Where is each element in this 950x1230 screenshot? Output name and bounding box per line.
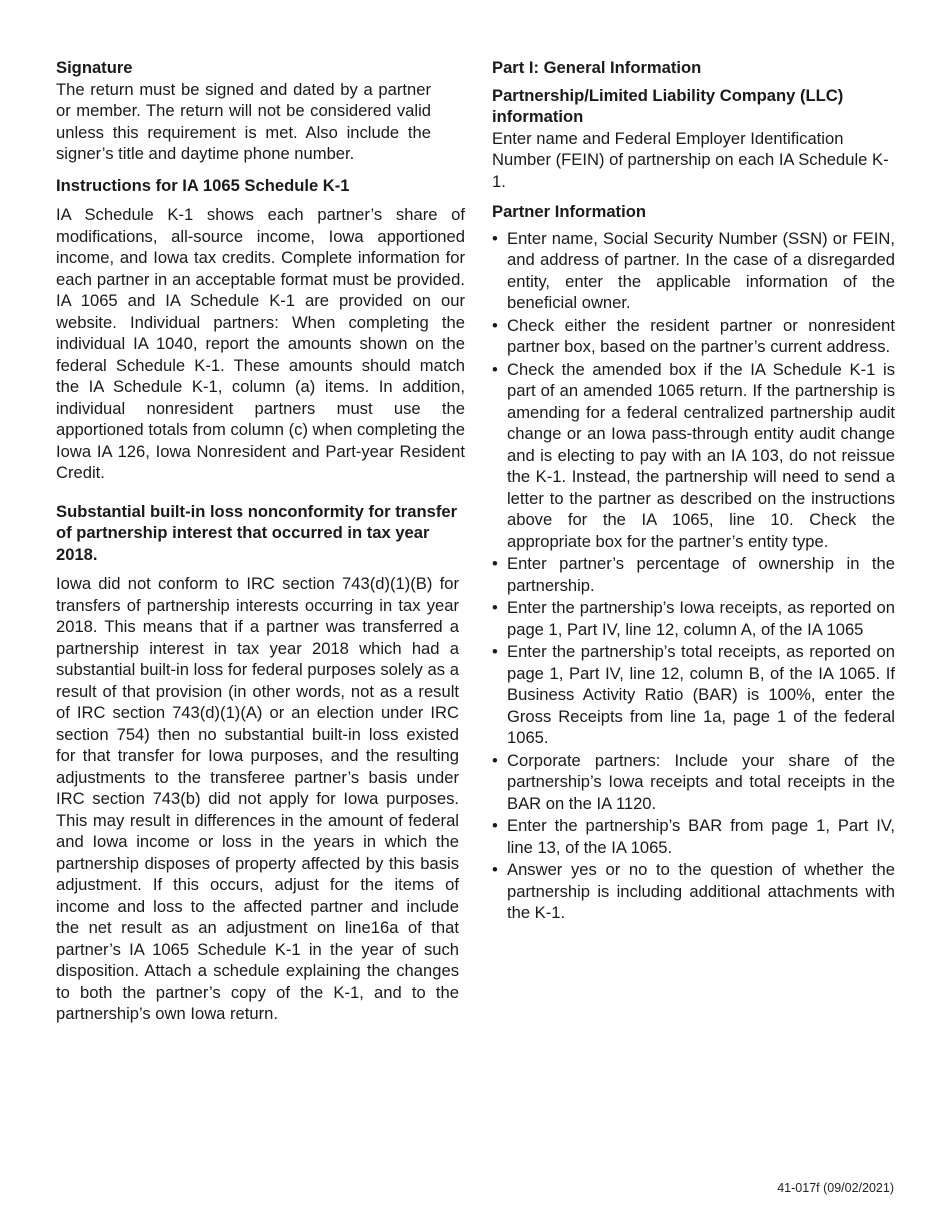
list-item	[492, 815, 895, 858]
list-item	[492, 553, 895, 596]
bullet-icon: •	[492, 860, 498, 879]
instructions-heading: Instructions for IA 1065 Schedule K-1	[56, 175, 350, 195]
partner-heading: Partner Information	[492, 202, 646, 221]
list-item	[492, 750, 895, 815]
bullet-icon: •	[492, 315, 498, 335]
list-item-text: Enter the partnership’s BAR from page 1, Part IV, line 13, of the IA 1065.	[507, 816, 895, 857]
list-item-text: Check either the resident partner or nonresident partner box, based on the partner’s current address.	[507, 315, 895, 356]
list-item	[492, 859, 895, 924]
list-item	[492, 359, 895, 553]
list-item	[492, 315, 895, 358]
bullet-icon: •	[492, 228, 498, 248]
bullet-icon: •	[492, 750, 498, 770]
bullet-icon: •	[492, 642, 498, 661]
partner-bullet-list	[492, 228, 895, 924]
list-item-text: Enter the partnership’s Iowa receipts, as reported on page 1, Part IV, line 12, column A, of the IA 1065	[507, 598, 895, 639]
instructions-text: IA Schedule K-1 shows each partner’s share of modifications, all-source income, Iowa apportioned income, and Iowa tax credits. Complete information for each partner in an acceptable format must be provided. IA 1065 and IA Schedule K-1 are provided on our website. Individual partners: When completing the individual IA 1040, report the amounts shown on the federal Schedule K-1. These amounts should match the IA Schedule K-1, column (a) items. In addition, individual nonresident partners must use the apportioned totals from column (c) when completing the Iowa IA 126, Iowa Nonresident and Part-year Resident Credit.	[56, 205, 465, 482]
list-item-text: Enter name, Social Security Number (SSN) or FEIN, and address of partner. In the case of a disregarded entity, enter the applicable information of the beneficial owner.	[507, 228, 895, 312]
list-item	[492, 228, 895, 314]
form-code-footer: 41-017f (09/02/2021)	[777, 1181, 894, 1195]
bullet-icon: •	[492, 359, 498, 379]
signature-heading: Signature	[56, 58, 133, 77]
right-column	[492, 57, 895, 925]
bullet-icon: •	[492, 598, 498, 617]
list-item	[492, 597, 895, 640]
list-item-text: Enter the partnership’s total receipts, as reported on page 1, Part IV, line 12, column B, of the IA 1065. If Business Activity Ratio (BAR) is 100%, enter the Gross Receipts from line 1a, page 1 of the federal 1065.	[507, 642, 895, 747]
list-item-text: Corporate partners: Include your share of the partnership’s Iowa receipts and total receipts in the BAR on the IA 1120.	[507, 750, 895, 813]
bullet-icon: •	[492, 554, 498, 573]
bullet-icon: •	[492, 816, 498, 835]
list-item	[492, 641, 895, 749]
list-item-text: Check the amended box if the IA Schedule K-1 is part of an amended 1065 return. If the partnership is amending for a federal centralized partnership audit change or an Iowa pass-through entity audit change and is electing to pay with an IA 103, do not reissue the K-1. Instead, the partnership will need to send a letter to the partner as described on the instructions above for the IA 1065, line 10. Check the appropriate box for the partner’s entity type.	[507, 359, 895, 551]
list-item-text: Answer yes or no to the question of whether the partnership is including additional attachments with the K-1.	[507, 860, 895, 922]
llc-heading: Partnership/Limited Liability Company (LLC) information	[492, 85, 844, 126]
llc-text: Enter name and Federal Employer Identification Number (FEIN) of partnership on each IA Schedule K-1.	[492, 128, 889, 191]
left-column	[56, 57, 465, 1025]
substantial-heading: Substantial built-in loss nonconformity for transfer of partnership interest that occurred in tax year 2018.	[56, 501, 458, 564]
substantial-text: Iowa did not conform to IRC section 743(d)(1)(B) for transfers of partnership interests occurring in tax year 2018. This means that if a partner was transferred a partnership interest in tax year 2018 which had a substantial built-in loss for federal purposes solely as a result of that provision (in other words, not as a result of IRC section 743(d)(1)(A) or an election under IRC section 754) then no substantial built-in loss existed for that transfer for Iowa purposes, and the resulting adjustments to the transferee partner’s basis under IRC section 743(b) did not apply for Iowa purposes. This may result in differences in the amount of federal and Iowa income or loss in the years in which the partnership disposes of property affected by this basis adjustment. If this occurs, adjust for the items of income and loss to the affected partner and include the net result as an adjustment on line16a of that partner’s IA 1065 Schedule K-1 in the year of such disposition. Attach a schedule explaining the changes to both the partner’s copy of the K-1, and to the partnership’s own Iowa return.	[56, 574, 459, 1023]
part1-heading: Part I: General Information	[492, 58, 702, 77]
list-item-text: Enter partner’s percentage of ownership in the partnership.	[507, 554, 895, 595]
signature-text: The return must be signed and dated by a partner or member. The return will not be considered valid unless this requirement is met. Also include the signer’s title and daytime phone number.	[56, 79, 431, 163]
